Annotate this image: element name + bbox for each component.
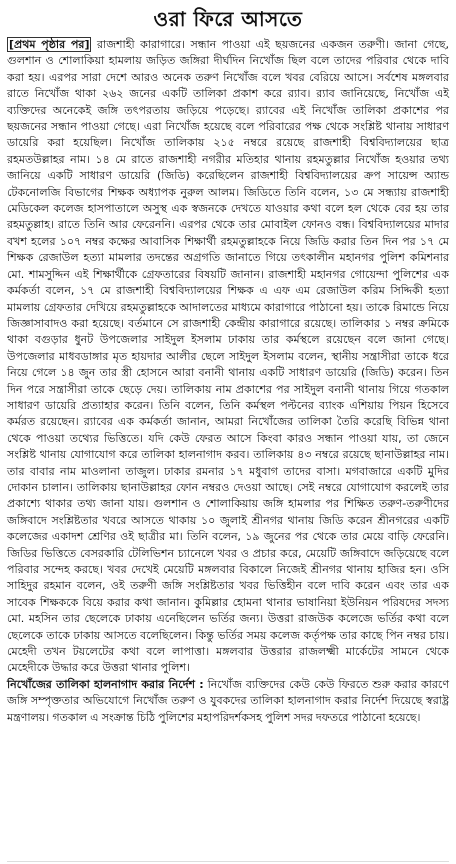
article-body	[7, 37, 449, 726]
headline: ওরা ফিরে আসতে	[153, 7, 303, 31]
paragraph-2-text: নিখোঁজ ব্যক্তিদের কেউ কেউ ফিরতে শুরু করার কারণে জঙ্গি সম্পৃক্ততার অভিযোগে নিখোঁজ তরুণ ও যুবকদের তালিকা হালনাগাদ করার নির্দেশ দিয়েছে স্বরাষ্ট্র মন্ত্রণালয়। গতকাল এ সংক্রান্ত চিঠি পুলিশের মহাপরিদর্শকসহ পুলিশ সদর দফতরে পাঠানো হয়েছে।	[7, 677, 449, 724]
paragraph-1-text: রাজশাহী কারাগারে। সন্ধান পাওয়া এই ছয়জনের একজন তরুণী। জানা গেছে, গুলশান ও শোলাকিয়া হামলায় জড়িত জঙ্গিরা দীর্ঘদিন নিখোঁজ ছিল বলে তাদের পরিবার থেকে দাবি করা হয়। এরপর সারা দেশে আরও অনেক তরুণ নিখোঁজ বলে খবর বেরিয়ে আসে। সর্বশেষ মঙ্গলবার রাতে নিখোঁজ থাকা ২৬২ জনের একটি তালিকা প্রকাশ করে র‍্যাব। র‍্যাব জানিয়েছে, নিখোঁজ এই ব্যক্তিদের অনেকেই জঙ্গি তৎপরতায় জড়িয়ে পড়েছে। র‍্যাবের এই নিখোঁজ তালিকা প্রকাশের পর ছয়জনের সন্ধান পাওয়া গেছে। এরা নিখোঁজ হয়েছে বলে পরিবারের পক্ষ থেকে সংশ্লিষ্ট থানায় সাধারণ ডায়েরি করা হয়েছিল। নিখোঁজ তালিকায় ২১৫ নম্বরে রয়েছে রাজশাহী বিশ্ববিদ্যালয়ের ছাত্র রহমতউল্লাহর নাম। ১৪ মে রাতে রাজশাহী নগরীর মতিহার থানায় রহমতুল্লার নিখোঁজ হওয়ার তথ্য জানিয়ে একটি সাধারণ ডায়েরি (জিডি) করেছিলেন রাজশাহী বিশ্ববিদ্যালয়ের ক্রপ সায়েন্স অ্যান্ড টেকনোলজি বিভাগের শিক্ষক অধ্যাপক নুরুল আলম। জিডিতে তিনি বলেন, ১৩ মে সন্ধ্যায় রাজশাহী মেডিকেল কলেজ হাসপাতালে অসুস্থ এক স্বজনকে দেখতে যাওয়ার কথা বলে হল থেকে বের হয় তার রহমতুল্লাহ। রাতে তিনি আর ফেরেননি। এরপর থেকে তার মোবাইল ফোনও বন্ধ। বিশ্ববিদ্যালয়ের মাদার বখশ হলের ১০৭ নম্বর কক্ষের আবাসিক শিক্ষার্থী রহমতুল্লাহকে নিয়ে জিডি করার তিন দিন পর ১৭ মে শিক্ষক রেজাউল হত্যা মামলার তদন্তের অগ্রগতি জানাতে গিয়ে তৎকালীন মহানগর পুলিশ কমিশনার মো. শামসুদ্দিন এই শিক্ষার্থীকে গ্রেফতারের বিষয়টি জানান। রাজশাহী মহানগর গোয়েন্দা পুলিশের এক কর্মকর্তা বলেন, ১৭ মে রাজশাহী বিশ্ববিদ্যালয়ের শিক্ষক এ এফ এম রেজাউল করিম সিদ্দিকী হত্যা মামলায় গ্রেফতার দেখিয়ে রহমতুল্লাহকে আদালতের মাধ্যমে কারাগারে পাঠানো হয়। তাকে রিমান্ডে নিয়ে জিজ্ঞাসাবাদও করা হয়েছে। বর্তমানে সে রাজশাহী কেন্দ্রীয় কারাগারে রয়েছে। তালিকার ১ নম্বর ক্রমিকে থাকা বগুড়ার ধুনট উপজেলার সাইদুল ইসলাম ঢাকায় তার কর্মস্থলে রয়েছেন বলে জানা গেছে। উপজেলার মাধবডাঙ্গার মৃত হায়দার আলীর ছেলে সাইদুল ইসলাম বলেন, স্থানীয় সন্ত্রাসীরা তাকে ধরে নিয়ে গেলে ১৪ জুন তার স্ত্রী হোসনে আরা বনানী থানায় একটি সাধারণ ডায়েরি (জিডি) করেন। তিন দিন পরে সন্ত্রাসীরা তাকে ছেড়ে দেয়। তালিকায় নাম প্রকাশের পর সাইদুল বনানী থানায় গিয়ে গতকাল সাধারণ ডায়েরি প্রত্যাহার করেন। তিনি বলেন, তিনি কর্মস্থল পল্টনের ব্যাংক এশিয়ায় পিয়ন হিসেবে কর্মরত রয়েছেন। র‍্যাবের এক কর্মকর্তা জানান, আমরা নিখোঁজের তালিকা তৈরি করেছি বিভিন্ন থানা থেকে পাওয়া তথ্যের ভিত্তিতে। যদি কেউ ফেরত আসে কিংবা কারও সন্ধান পাওয়া যায়, তা জেনে সংশ্লিষ্ট থানায় যোগাযোগ করে তালিকা হালনাগাদ করব। তালিকায় ৪৩ নম্বরে রয়েছে ছানাউল্লাহর নাম। তার বাবার নাম মাওলানা তাজুল। ঢাকার রমনার ১৭ মধুবাগ তাদের বাসা। মগবাজারে একটি মুদির দোকান চালান। তালিকায় ছানাউল্লাহর ফোন নম্বরও দেওয়া আছে। সেই নম্বরে যোগাযোগ করলেই তার প্রকাশ্যে থাকার তথ্য জানা যায়। গুলশান ও শোলাকিয়ায় জঙ্গি হামলার পর শিক্ষিত তরুণ-তরুণীদের জঙ্গিবাদে সংশ্লিষ্টতার খবরে আসতে থাকায় ১০ জুলাই শ্রীনগর থানায় জিডি করেন শ্রীনগরের একটি কলেজের একাদশ শ্রেণির ওই ছাত্রীর মা। তিনি বলেন, ১৯ জুনের পর থেকে তার মেয়ে বাড়ি ফেরেনি। জিডির ভিত্তিতে বেসরকারি টেলিভিশন চ্যানেলে খবর ও প্রচার করে, মেয়েটি জঙ্গিবাদে জড়িয়েছে বলে পরিবার সন্দেহ করছে। খবর দেখেই মেয়েটি মঙ্গলবার বিকালে নিজেই শ্রীনগর থানায় হাজির হন। ওসি সাহিদুর রহমান বলেন, ওই তরুণী জঙ্গি সংশ্লিষ্টতার খবর ভিত্তিহীন বলে দাবি করেন এবং তার এক সাবেক শিক্ষককে বিয়ে করার কথা জানান। কুমিল্লার হোমনা থানার ভাষানিয়া ইউনিয়ন পরিষদের সদস্য মো. মহসিন তার ছেলেকে ঢাকায় এনেছিলেন ভর্তির জন্য। উত্তরা রাজউক কলেজে ভর্তির কথা বলে ছেলেকে তাকে ঢাকায় আসতে বলেছিলেন। কিন্তু ভর্তির সময় কলেজ কর্তৃপক্ষ তার কাছে পিন নম্বর চায়। মেহেদী তখন টয়লেটের কথা বলে লাপাত্তা। মঙ্গলবার উত্তরার রাজলক্ষ্মী মার্কেটের সামনে থেকে মেহেদীকে উদ্ধার করে উত্তরা থানার পুলিশ।	[7, 38, 449, 675]
subhead: নিখোঁজের তালিকা হালনাগাদ করার নির্দেশ :	[7, 677, 204, 691]
paragraph-2	[7, 677, 449, 726]
continued-from-tag: [প্রথম পৃষ্ঠার পর]	[9, 38, 90, 51]
paragraph-1	[7, 37, 449, 677]
bottom-divider	[7, 861, 449, 862]
